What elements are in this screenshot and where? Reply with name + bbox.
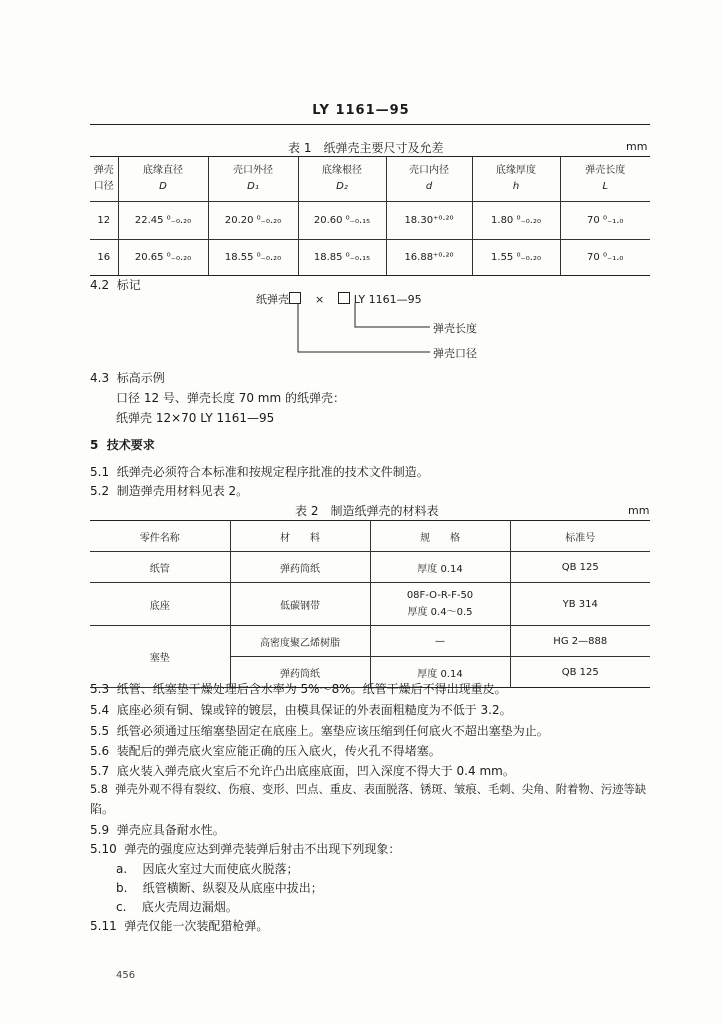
section-number: 4.3	[90, 371, 110, 385]
example-line-1: 口径 12 号、弹壳长度 70 mm 的纸弹壳：	[116, 391, 345, 405]
list-marker: c.	[116, 900, 127, 914]
table-row	[90, 583, 650, 626]
table1-header-cell: 底缘直径 D	[118, 157, 208, 202]
list-item	[116, 898, 238, 915]
list-item	[116, 860, 298, 877]
clause-text: 底火装入弹壳底火室后不允许凸出底座底面，凹入深度不得大于 0.4 mm。	[116, 764, 515, 778]
clause-text: 弹壳仅能一次装配猎枪弹。	[124, 919, 269, 933]
clause-number: 5.10	[90, 842, 117, 856]
table1-cell: 70 ⁰₋₁.₀	[560, 240, 650, 276]
table1-caption: 表 1 纸弹壳主要尺寸及允差	[288, 141, 444, 155]
clause-number: 5.5	[90, 724, 110, 738]
list-text: 底火壳周边漏烟。	[141, 900, 238, 914]
marking-standard: LY 1161—95	[353, 293, 422, 306]
table2-cell: 低碳钢带	[230, 583, 370, 626]
clause-text: 底座必须有铜、镍或锌的镀层，由模具保证的外表面粗糙度为不低于 3.2。	[116, 703, 512, 717]
table1-cell: 16.88⁺⁰·²⁰	[386, 240, 472, 276]
label-shell-length: 弹壳长度	[433, 322, 477, 335]
table1-cell: 1.80 ⁰₋₀.₂₀	[472, 202, 560, 240]
marking-times: ×	[315, 293, 325, 306]
example-line-2: 纸弹壳 12×70 LY 1161—95	[116, 411, 275, 425]
clause-number: 5.8	[90, 783, 108, 796]
table2-cell: YB 314	[510, 583, 650, 626]
clause-text: 制造弹壳用材料见表 2。	[116, 484, 249, 498]
table1-cell: 20.60 ⁰₋₀.₁₅	[298, 202, 386, 240]
section-number: 5	[90, 438, 99, 452]
clause-number: 5.11	[90, 919, 117, 933]
table1-cell: 20.20 ⁰₋₀.₂₀	[208, 202, 298, 240]
table1-header-cell: 弹壳长度 L	[560, 157, 650, 202]
clause-number: 5.9	[90, 823, 110, 837]
clause-5-6	[90, 742, 441, 759]
table1-cell: 1.55 ⁰₋₀.₂₀	[472, 240, 560, 276]
clause-5-10	[90, 840, 400, 857]
table1-header-cell: 弹壳 口径	[90, 157, 118, 202]
clause-5-8-continued: 陷。	[90, 802, 115, 816]
table2-cell: 弹药筒纸	[230, 657, 370, 688]
standard-number: LY 1161—95	[312, 103, 410, 118]
table2-header-cell: 规 格	[370, 521, 510, 552]
clause-5-2	[90, 482, 248, 499]
table1-cell: 18.30⁺⁰·²⁰	[386, 202, 472, 240]
table-row	[90, 552, 650, 583]
table2-cell: 塞垫	[90, 626, 230, 688]
section-title: 标高示例	[116, 371, 165, 385]
table1-cell: 22.45 ⁰₋₀.₂₀	[118, 202, 208, 240]
table1-cell: 20.65 ⁰₋₀.₂₀	[118, 240, 208, 276]
clause-5-7	[90, 762, 515, 779]
clause-text: 弹壳外观不得有裂纹、伤痕、变形、凹点、重皮、表面脱落、锈斑、皱痕、毛刺、尖角、附着物、污迹等缺	[115, 783, 647, 796]
clause-text: 弹壳的强度应达到弹壳装弹后射击不出现下列现象：	[124, 842, 401, 856]
table1-header-cell: 壳口内径 d	[386, 157, 472, 202]
section-title: 标记	[116, 278, 141, 292]
clause-text: 纸管、纸塞垫干燥处理后含水率为 5%～8%。纸管干燥后不得出现重皮。	[116, 682, 507, 696]
clause-text: 弹壳应具备耐水性。	[116, 823, 225, 837]
table2-cell: HG 2—888	[510, 626, 650, 657]
table2-unit: mm	[628, 504, 650, 517]
table2-cell: 高密度聚乙烯树脂	[230, 626, 370, 657]
table2-caption: 表 2 制造纸弹壳的材料表	[295, 504, 439, 518]
table2-header-cell: 材 料	[230, 521, 370, 552]
label-shell-caliber: 弹壳口径	[433, 347, 477, 360]
list-text: 纸管横断、纵裂及从底座中拔出；	[142, 881, 323, 895]
clause-text: 纸管必须通过压缩塞垫固定在底座上。塞垫应该压缩到任何底火不超出塞垫为止。	[116, 724, 549, 738]
clause-5-11	[90, 917, 268, 934]
table2-cell: 厚度 0.14	[370, 552, 510, 583]
list-marker: b.	[116, 881, 128, 895]
clause-5-9	[90, 821, 225, 838]
table1-cell: 16	[97, 252, 111, 263]
table2-cell: QB 125	[510, 657, 650, 688]
section-5-heading	[90, 436, 155, 453]
marking-prefix: 纸弹壳	[256, 293, 289, 306]
table2-cell: QB 125	[510, 552, 650, 583]
table1-cell: 18.55 ⁰₋₀.₂₀	[208, 240, 298, 276]
clause-number: 5.6	[90, 744, 110, 758]
list-marker: a.	[116, 862, 128, 876]
table2	[90, 520, 650, 688]
section-title: 技术要求	[106, 438, 155, 452]
clause-text: 装配后的弹壳底火室应能正确的压入底火，传火孔不得堵塞。	[116, 744, 441, 758]
clause-5-1	[90, 463, 429, 480]
table2-cell: 纸管	[90, 552, 230, 583]
table1-header-cell: 底缘厚度 h	[472, 157, 560, 202]
table1-header-cell: 底缘根径 D₂	[298, 157, 386, 202]
clause-number: 5.7	[90, 764, 110, 778]
table2-cell: —	[370, 626, 510, 657]
table2-header-cell: 标准号	[510, 521, 650, 552]
clause-number: 5.4	[90, 703, 110, 717]
table1-cell: 18.85 ⁰₋₀.₁₅	[298, 240, 386, 276]
table2-cell: 底座	[90, 583, 230, 626]
table2-cell: 厚度 0.14	[370, 657, 510, 688]
clause-5-4	[90, 701, 512, 718]
table1-cell: 12	[90, 202, 118, 240]
clause-5-8	[90, 781, 646, 797]
table2-header-row	[90, 521, 650, 552]
clause-number: 5.2	[90, 484, 110, 498]
section-number: 4.2	[90, 278, 110, 292]
clause-number: 5.3	[90, 682, 110, 696]
page-number: 456	[116, 970, 136, 981]
list-text: 因底火室过大而使底火脱落；	[142, 862, 299, 876]
clause-text: 纸弹壳必须符合本标准和按规定程序批准的技术文件制造。	[116, 465, 429, 479]
table1-unit: mm	[626, 140, 648, 153]
table1-cell: 70 ⁰₋₁.₀	[560, 202, 650, 240]
table2-header-cell: 零件名称	[90, 521, 230, 552]
clause-5-5	[90, 722, 549, 739]
table-row	[90, 626, 650, 657]
table2-cell: 08F-O-R-F-50 厚度 0.4～0.5	[370, 583, 510, 626]
clause-5-3	[90, 680, 507, 697]
clause-number: 5.1	[90, 465, 110, 479]
table2-cell: 弹药筒纸	[230, 552, 370, 583]
list-item	[116, 879, 323, 896]
table1-header-cell: 壳口外径 D₁	[208, 157, 298, 202]
section-4-3-heading	[90, 369, 165, 386]
